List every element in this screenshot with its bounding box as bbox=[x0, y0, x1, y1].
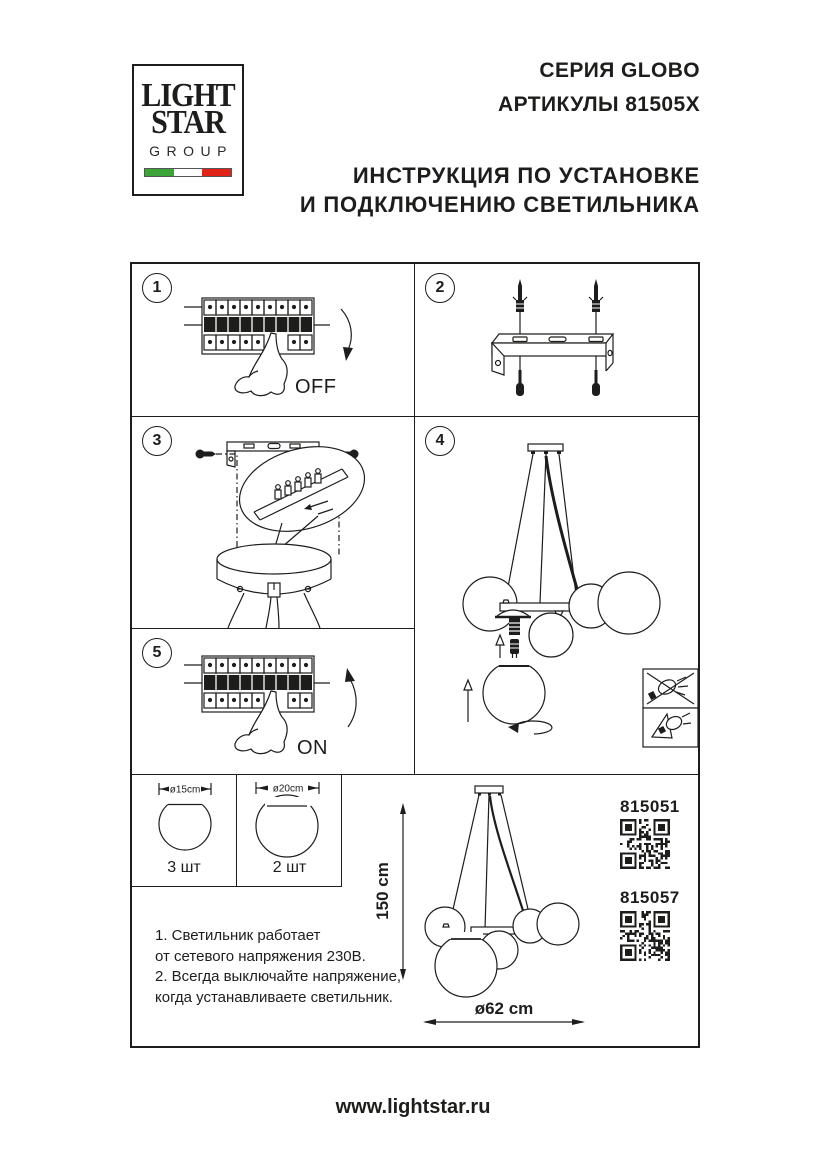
logo-word-star: STAR bbox=[151, 104, 225, 141]
on-label: ON bbox=[297, 737, 328, 759]
flag-red-segment bbox=[202, 169, 231, 176]
note-line-4: когда устанавливаете светильник. bbox=[155, 988, 393, 1006]
dimension-drawing bbox=[365, 783, 600, 1033]
logo-word-group: GROUP bbox=[149, 143, 233, 159]
mounting-bracket-diagram bbox=[415, 264, 698, 417]
shade-large-diameter: ø20cm bbox=[272, 783, 304, 795]
warning-no-bare-hands-icon bbox=[643, 669, 698, 708]
step-2-badge: 2 bbox=[425, 273, 455, 303]
step-4-badge: 4 bbox=[425, 426, 455, 456]
shade-small-diameter: ø15cm bbox=[169, 784, 201, 796]
step-panel-2 bbox=[415, 264, 698, 417]
qr-code-article-1 bbox=[620, 819, 670, 869]
footer-website: www.lightstar.ru bbox=[335, 1096, 491, 1118]
instruction-title-line1: ИНСТРУКЦИЯ ПО УСТАНОВКЕ bbox=[352, 163, 700, 188]
flag-white-segment bbox=[174, 169, 202, 176]
note-line-2: от сетевого напряжения 230В. bbox=[155, 947, 366, 965]
step-5-badge: 5 bbox=[142, 638, 172, 668]
lightstar-logo bbox=[132, 64, 244, 196]
series-title: СЕРИЯ GLOBO bbox=[539, 59, 700, 82]
height-dimension-label: 150 cm bbox=[373, 862, 392, 920]
circuit-breaker-on-diagram bbox=[132, 629, 415, 775]
note-line-3: 2. Всегда выключайте напряжение, bbox=[155, 968, 402, 985]
step-3-badge: 3 bbox=[142, 426, 172, 456]
step-1-badge: 1 bbox=[142, 273, 172, 303]
step-panel-5 bbox=[132, 629, 415, 775]
instruction-table bbox=[130, 262, 700, 1048]
qr-code-article-2 bbox=[620, 911, 670, 961]
article-code-1: 815051 bbox=[620, 797, 680, 816]
instruction-title-line2: И ПОДКЛЮЧЕНИЮ СВЕТИЛЬНИКА bbox=[299, 192, 700, 217]
width-dimension-label: ø62 cm bbox=[474, 999, 534, 1018]
shade-large-spec-cell bbox=[237, 775, 342, 887]
step-panel-1 bbox=[132, 264, 415, 417]
off-label: OFF bbox=[295, 376, 337, 398]
shade-small-spec-cell bbox=[132, 775, 237, 887]
articles-title: АРТИКУЛЫ 81505X bbox=[498, 93, 700, 116]
canopy-wiring-diagram bbox=[132, 417, 415, 629]
step-panel-3 bbox=[132, 417, 415, 629]
logo-word-light: LIGHT bbox=[141, 77, 235, 114]
article-code-2: 815057 bbox=[620, 888, 680, 907]
italian-flag-bar bbox=[144, 168, 232, 177]
chandelier-assembly-diagram bbox=[415, 417, 698, 775]
circuit-breaker-off-diagram bbox=[132, 264, 415, 417]
shade-small-qty: 3 шт bbox=[167, 859, 201, 876]
step-panel-4 bbox=[415, 417, 698, 775]
flag-green-segment bbox=[145, 169, 174, 176]
note-line-1: 1. Светильник работает bbox=[155, 927, 321, 944]
instruction-title bbox=[300, 161, 700, 219]
specs-section bbox=[132, 775, 698, 1046]
warning-use-cloth-icon bbox=[643, 708, 698, 747]
shade-large-qty: 2 шт bbox=[272, 859, 307, 876]
